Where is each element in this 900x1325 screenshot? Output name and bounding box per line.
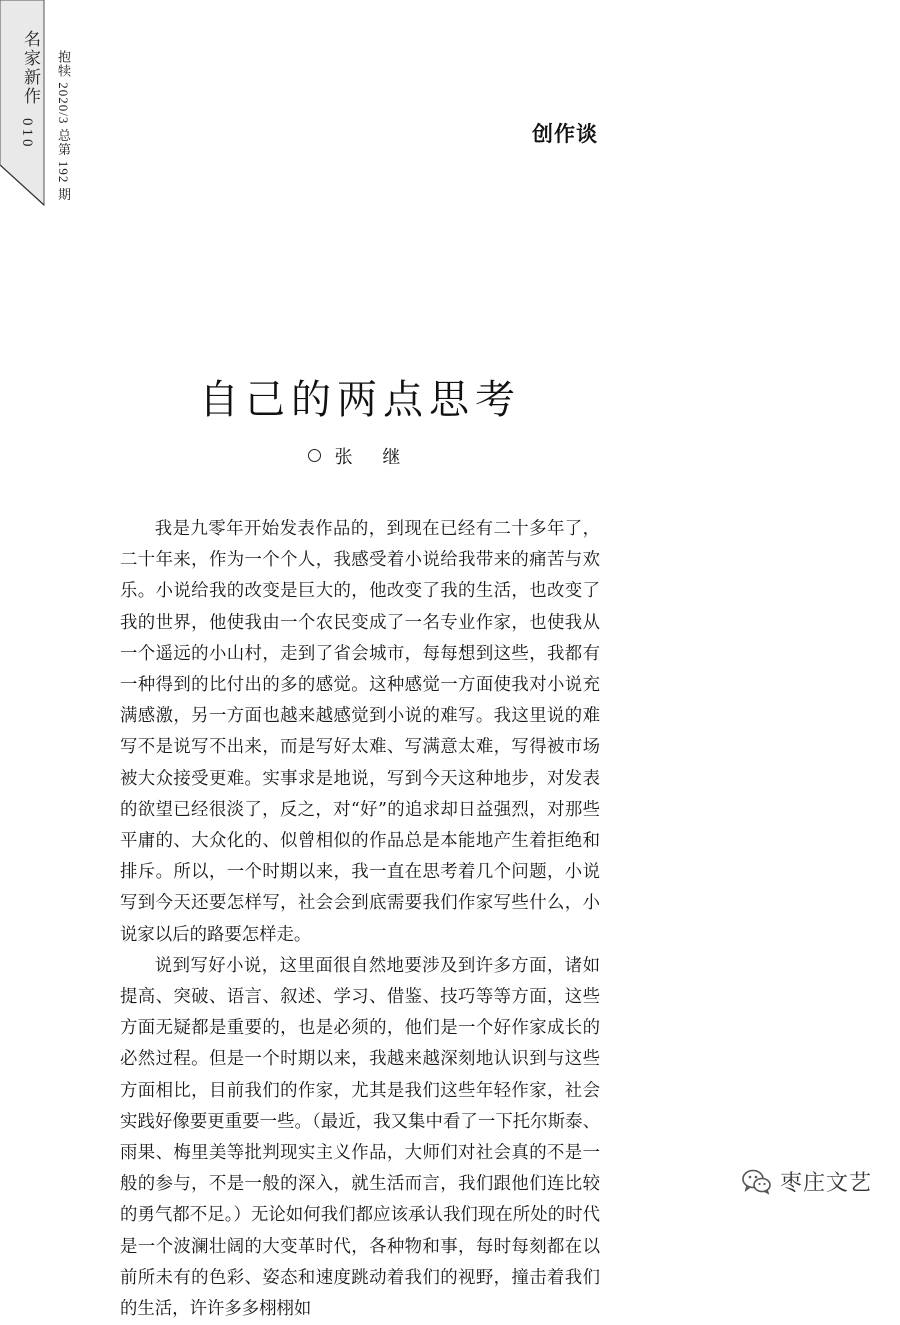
author-line: [150, 443, 570, 469]
article-title: 自己的两点思考: [199, 377, 521, 423]
article-body: [120, 514, 600, 1325]
wechat-icon: [742, 1169, 772, 1195]
paragraph: 说到写好小说，这里面很自然地要涉及到许多方面，诸如提高、突破、语言、叙述、学习、借鉴、技巧等等方面，这些方面无疑都是重要的，也是必须的，他们是一个好作家成长的必然过程。但是一个时期以来，我越来越深刻地认识到与这些方面相比，目前我们的作家，尤其是我们这些年轻作家，社会实践好像要更重要一些。（最近，我又集中看了一下托尔斯泰、雨果、梅里美等批判现实主义作品，大师们对社会真的不是一般的参与，不是一般的深入，就生活而言，我们跟他们连比较的勇气都不足。）无论如何我们都应该承认我们现在所处的时代是一个波澜壮阔的大变革时代，各种物和事，每时每刻都在以前所未有的色彩、姿态和速度跳动着我们的视野，撞击着我们的生活，许许多多栩栩如: [120, 955, 600, 1320]
author-circle-icon: [308, 449, 321, 462]
author-name: 张 继: [334, 447, 413, 468]
running-head-section: 名家新作: [20, 30, 40, 106]
watermark: [742, 1166, 872, 1197]
section-label: 创作谈: [532, 122, 598, 146]
paragraph: 我是九零年开始发表作品的，到现在已经有二十多年了，二十年来，作为一个个人，我感受着小说给我带来的痛苦与欢乐。小说给我的改变是巨大的，他改变了我的生活，也改变了我的世界，他使我由一个农民变成了一名专业作家，也使我从一个遥远的小山村，走到了省会城市，每每想到这些，我都有一种得到的比付出的多的感觉。这种感觉一方面使我对小说充满感激，另一方面也越来越感觉到小说的难写。我这里说的难写不是说写不出来，而是写好太难、写满意太难，写得被市场被大众接受更难。实事求是地说，写到今天这种地步，对发表的欲望已经很淡了，反之，对“好”的追求却日益强烈，对那些平庸的、大众化的、似曾相似的作品总是本能地产生着拒绝和排斥。所以，一个时期以来，我一直在思考着几个问题，小说写到今天还要怎样写，社会会到底需要我们作家写些什么，小说家以后的路要怎样走。: [120, 519, 600, 945]
watermark-text: 枣庄文艺: [779, 1171, 872, 1196]
running-head-issue: 抱犊 2020/3 总第 192 期: [56, 50, 71, 202]
page-number: 010: [19, 118, 35, 150]
